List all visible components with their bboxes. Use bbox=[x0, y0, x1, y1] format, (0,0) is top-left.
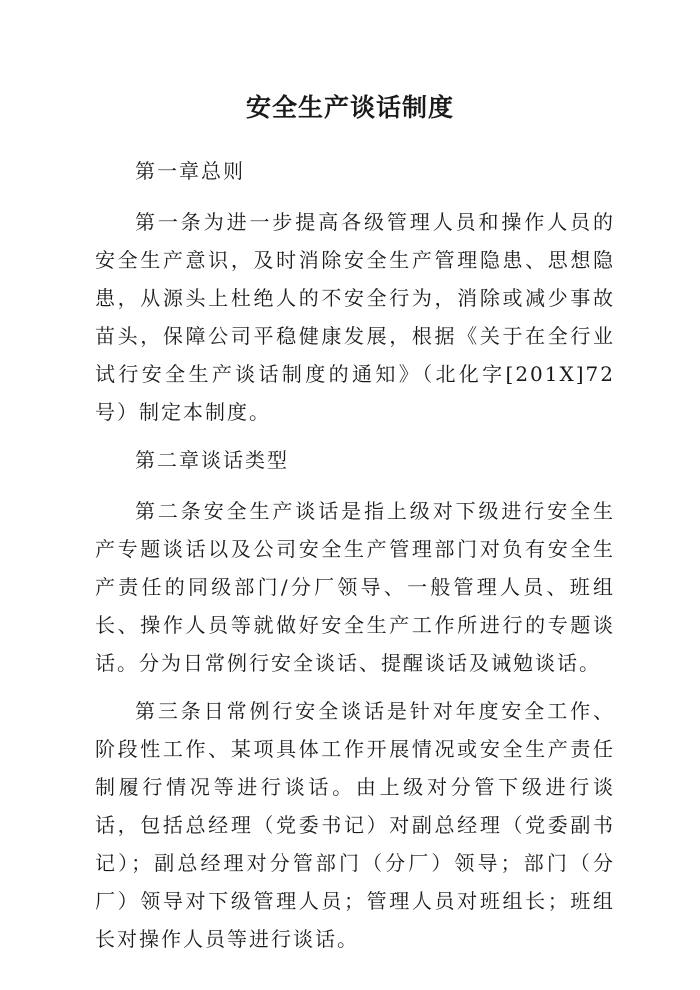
chapter-1-heading: 第一章总则 bbox=[135, 159, 245, 183]
article-1-paragraph: 第一条为进一步提高各级管理人员和操作人员的安全生产意识，及时消除安全生产管理隐患、思想隐患，从源头上杜绝人的不安全行为，消除或减少事故苗头，保障公司平稳健康发展，根据《关于在全行业试行安全生产谈话制度的通知》（北化字[201X]72号）制定本制度。 bbox=[95, 210, 615, 424]
chapter-2-heading: 第二章谈话类型 bbox=[135, 448, 289, 472]
document-title: 安全生产谈话制度 bbox=[245, 93, 454, 122]
article-3-paragraph: 第三条日常例行安全谈话是针对年度安全工作、阶段性工作、某项具体工作开展情况或安全生产责任制履行情况等进行谈话。由上级对分管下级进行谈话，包括总经理（党委书记）对副总经理（党委副书记）；副总经理对分管部门（分厂）领导；部门（分厂）领导对下级管理人员；管理人员对班组长；班组长对操作人员等进行谈话。 bbox=[95, 699, 615, 951]
document-body bbox=[95, 152, 615, 968]
article-2-paragraph: 第二条安全生产谈话是指上级对下级进行安全生产专题谈话以及公司安全生产管理部门对负有安全生产责任的同级部门/分厂领导、一般管理人员、班组长、操作人员等就做好安全生产工作所进行的专题谈话。分为日常例行安全谈话、提醒谈话及诫勉谈话。 bbox=[95, 499, 615, 675]
